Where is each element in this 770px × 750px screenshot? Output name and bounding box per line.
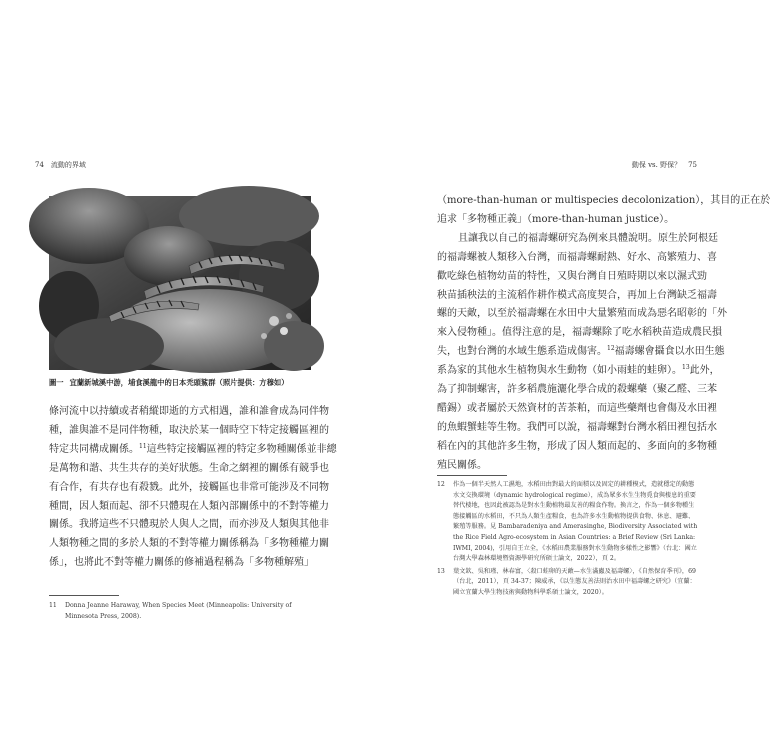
- footnote-number: 13: [437, 567, 445, 575]
- footnote-number: 11: [49, 602, 57, 609]
- running-head-left: 74 流動的界域: [35, 161, 86, 169]
- body-line: 追求「多物種正義」（more-than-human justice）。: [437, 213, 675, 225]
- note-ref[interactable]: 11: [139, 442, 147, 450]
- footnote-text: Donna Jeanne Haraway, When Species Meet (Minneapolis: University of Minnesota Press, 2008).: [65, 602, 292, 620]
- figure-caption-text: 宜蘭新城溪中游，埔食溪龍中的日本禿頭鯊群（照片提供：方穆如）: [69, 378, 289, 387]
- footnote-number: 12: [437, 481, 445, 488]
- body-line: 稻在內的其他許多生物，形成了因人類而起的、多面向的多物種: [437, 440, 717, 452]
- body-line-text: 這些特定接觸區裡的特定多物種關係並非總: [146, 443, 337, 455]
- body-line-text: 特定共同構成關係。: [49, 443, 139, 455]
- body-line: 的福壽螺被人類移入台灣，而福壽螺耐熱、好水、高繁殖力、喜: [437, 251, 717, 263]
- body-text-left: [49, 403, 337, 573]
- body-line: [49, 441, 337, 460]
- running-head-right: 動保 vs. 野保？ 75: [631, 161, 697, 169]
- body-line: 且讓我以自己的福壽螺研究為例來具體說明。原生於阿根廷: [458, 232, 718, 244]
- right-page: [375, 0, 770, 750]
- figure-photo: [49, 196, 311, 370]
- body-line: 條河流中以持續或者稍縱即逝的方式相遇，誰和誰會成為同伴物: [49, 406, 329, 417]
- figure-label: 圖一: [49, 378, 64, 387]
- body-line: 是萬物和諧、共生共存的美好狀態。生命之網裡的關係有競爭也: [49, 462, 329, 474]
- footnote-text: 作為一個半天然人工濕地，水稻田由對最大的面積以及固定的耕種模式，造就穩定的動態水文交換環境（dynamic hydrological regime），成為眾多水生生物覓食與棲息的重要替代棲地，也因此被認為是對水生動植物最友善的糧食作物。換言之，作為一個多物種生態接觸區的水稻田，不只為人類生產糧食，也為許多水生動植物提供食物、休息、避難、繁殖等服務。見 Bambaradeniya and Amerasinghe, Biodiversity Associated with the Rice Field Agro-ecosystem in Asian Countries: a Brief Review (Sri Lanka: IWMI, 2004)，引用自王立全，《水稻田農業服務對水生動物多樣性之影響》（台北：國立台灣大學森林環境暨資源學研究所碩士論文，2022），頁 2。: [453, 481, 698, 563]
- body-line: 螺的天敵，以至於福壽螺在水田中大量繁殖而成為惡名昭彰的「外: [437, 308, 727, 320]
- note-ref[interactable]: 13: [682, 364, 690, 372]
- note-ref[interactable]: 12: [607, 345, 615, 353]
- footnote-text: 葉文欽、吳和瑾、林春富，〈殺口蛙卵的天敵—水生滿蟲及福壽螺〉，《自然保育季刊》，69（台北，2011），頁 34-37；陳威承，《以生態友善法則治水田中福壽螺之研究》（宜蘭：國立宜蘭大學生物技術與動物科學系碩士論文，2020）。: [453, 567, 696, 596]
- body-line: 關係。我將這些不只體現於人與人之間，而亦涉及人類與其他非: [49, 519, 329, 531]
- body-line: 係」，也將此不對等權力關係的修補過程稱為「多物種解殖」: [49, 557, 314, 569]
- body-line-text: 此外，: [689, 365, 720, 377]
- body-line: 醋錫）或者屬於天然資材的苦茶粕，而這些藥劑也會傷及水田裡: [437, 402, 717, 414]
- body-line: 為了抑制螺害，許多稻農施灑化學合成的殺螺藥（聚乙醛、三苯: [437, 384, 717, 396]
- body-line: [437, 343, 725, 362]
- footnotes-right: [437, 480, 699, 601]
- footnote-item: [49, 601, 315, 622]
- body-line: 殖民關係。: [437, 459, 487, 471]
- body-line: 來入侵物種」。值得注意的是，福壽螺除了吃水稻秧苗造成農民損: [437, 327, 722, 339]
- body-line: [437, 362, 720, 381]
- footnotes-left: [49, 601, 315, 624]
- body-line: 的魚蝦蟹蛙等生物。我們可以說，福壽螺對台灣水稻田裡包括水: [437, 421, 717, 433]
- body-line: （more-than-human or multispecies decolonization），其目的正在於: [437, 195, 770, 206]
- footnote-divider: [49, 595, 119, 596]
- left-page: [0, 0, 375, 750]
- body-text-right: [437, 192, 770, 476]
- body-line: 歡吃綠色植物幼苗的特性，又與台灣自日殖時期以來以濕式勁: [437, 270, 707, 282]
- body-line: 秧苗插秧法的主流稻作耕作模式高度契合，再加上台灣缺乏福壽: [437, 289, 717, 301]
- figure-caption: [49, 377, 319, 388]
- footnote-item: [437, 480, 699, 565]
- body-line: 種，誰與誰不是同伴物種，取決於某一個時空下特定接觸區裡的: [49, 424, 329, 436]
- body-line: 人類物種之間的多於人類的不對等權力關係稱為「多物種權力關: [49, 538, 329, 550]
- loach-fish-photo: [49, 196, 311, 370]
- body-line-text: 失，也對台灣的水域生態系造成傷害。: [437, 346, 607, 358]
- body-line-text: 福壽螺會攝食以水田生態: [614, 346, 725, 358]
- footnote-item: [437, 567, 699, 599]
- body-line-text: 系為家的其他水生植物與水生動物（如小雨蛙的蛙卵）。: [437, 365, 682, 377]
- body-line: 有合作，有共存也有殺戮。此外，接觸區也非常可能涉及不同物: [49, 481, 329, 493]
- body-line: 種間，因人類而起、卻不只體現在人類內部關係中的不對等權力: [49, 500, 329, 512]
- footnote-divider: [437, 475, 507, 476]
